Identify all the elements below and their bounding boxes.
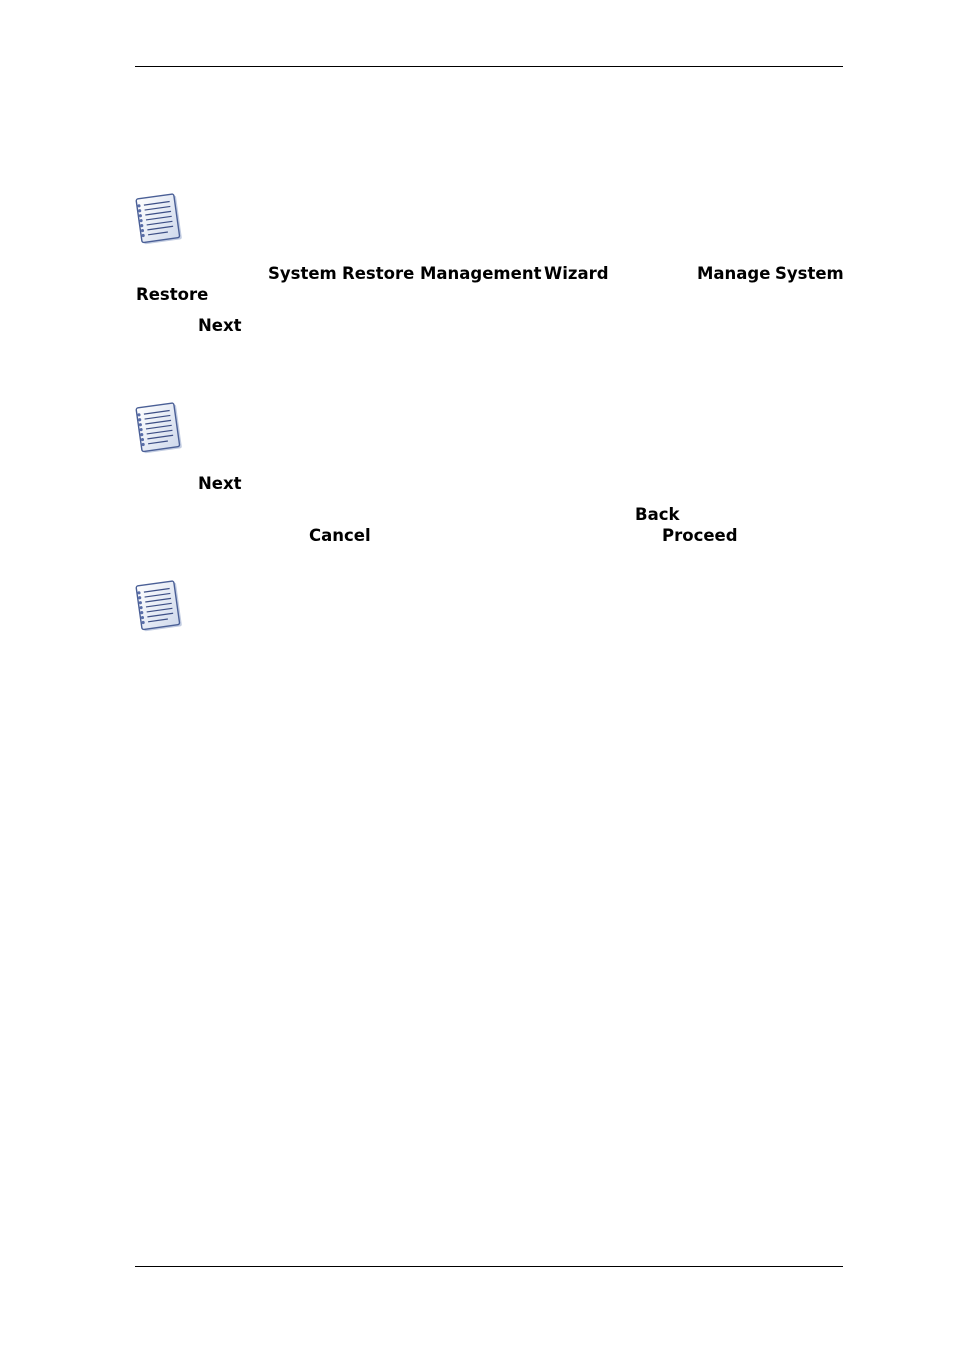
- notepad-note-icon: [134, 400, 186, 456]
- wizard-name-word: Management: [420, 264, 542, 283]
- wizard-name-word: Restore: [342, 264, 415, 283]
- menu-item-word: Restore: [136, 285, 209, 304]
- next-button-reference: Next: [198, 474, 242, 493]
- footer-rule: [135, 1266, 843, 1267]
- notepad-note-icon: [134, 191, 186, 247]
- wizard-name-word: Wizard: [544, 264, 609, 283]
- back-button-reference: Back: [635, 505, 680, 524]
- menu-item-word: Manage: [697, 264, 771, 283]
- proceed-button-reference: Proceed: [662, 526, 738, 545]
- wizard-name-word: System: [268, 264, 337, 283]
- notepad-note-icon: [134, 578, 186, 634]
- header-rule: [135, 66, 843, 67]
- next-button-reference: Next: [198, 316, 242, 335]
- menu-item-word: System: [775, 264, 844, 283]
- cancel-button-reference: Cancel: [309, 526, 371, 545]
